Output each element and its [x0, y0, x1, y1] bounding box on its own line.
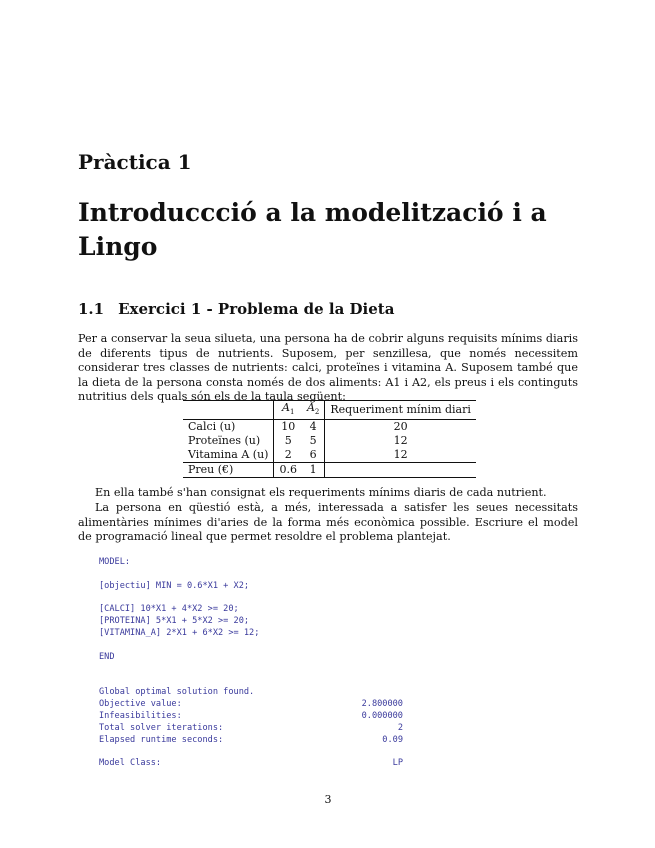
table-cell: 4	[309, 420, 317, 434]
section-number: 1.1	[78, 300, 105, 318]
table-cell: 5	[274, 434, 302, 448]
section-heading	[78, 300, 394, 318]
code-line: [CALCI] 10*X1 + 4*X2 >= 20;	[99, 604, 239, 614]
table-header-cell: Requeriment mínim diari	[325, 401, 476, 420]
output-label: Model Class:	[99, 758, 162, 768]
table-note-paragraph: En ella també s'han consignat els requeriments mínims diaris de cada nutrient.	[95, 486, 547, 499]
table-header-row	[183, 401, 476, 420]
output-label: Objective value:	[99, 699, 182, 709]
intro-paragraph: Per a conservar la seua silueta, una persona ha de cobrir alguns requisits mínims diaris de diferents tipus de nutrients. Suposem, per senzillesa, que només necessitem considerar tres classes de nutrients: calci, proteïnes i vitamina A. Suposem també que la dieta de la persona consta només de dos aliments: A1 i A2, els preus i els continguts nutritius dels quals són els de la taula següent:	[78, 332, 578, 404]
table-cell: Proteïnes (u)	[188, 434, 261, 448]
table-price-row	[183, 463, 476, 478]
table-header-cell: $A_1$	[274, 401, 302, 420]
solver-output-row	[99, 699, 403, 711]
table-row	[183, 448, 476, 463]
table-cell: 6	[309, 448, 317, 462]
code-line: [objectiu] MIN = 0.6*X1 + X2;	[99, 581, 250, 591]
output-value: 0.000000	[361, 711, 403, 721]
table-header-cell	[183, 401, 274, 420]
table-cell: 10	[274, 420, 302, 435]
solver-output-row	[99, 735, 403, 747]
table-cell: Calci (u)	[188, 420, 236, 434]
output-value: 2.800000	[361, 699, 403, 709]
table-cell: 1	[309, 463, 317, 477]
output-value: 2	[397, 723, 403, 733]
output-value: LP	[392, 758, 403, 768]
section-title: Exercici 1 - Problema de la Dieta	[118, 300, 395, 318]
code-line: MODEL:	[99, 557, 131, 567]
table-cell: 12	[325, 448, 476, 463]
output-value: 0.09	[382, 735, 403, 745]
code-line: END	[99, 652, 115, 662]
table-cell: 20	[325, 420, 476, 435]
chapter-title: Introduccció a la modelització i a Lingo	[78, 198, 547, 261]
solver-status: Global optimal solution found.	[99, 687, 255, 697]
task-paragraph: La persona en qüestió està, a més, interessada a satisfer les seues necessitats alimentàries mínimes di'aries de la forma més econòmica possible. Escriure el model de programació lineal que permet resoldre el problema plantejat.	[78, 501, 578, 544]
table-cell: Preu (€)	[188, 463, 234, 477]
table-header-cell: $A_2$	[306, 401, 320, 417]
nutrition-table	[183, 400, 476, 478]
code-line: [VITAMINA_A] 2*X1 + 6*X2 >= 12;	[99, 628, 260, 638]
table-cell: 0.6	[274, 463, 302, 478]
code-line: [PROTEINA] 5*X1 + 5*X2 >= 20;	[99, 616, 250, 626]
table-cell: 12	[325, 434, 476, 448]
table-cell: 5	[309, 434, 317, 448]
table-cell: Vitamina A (u)	[188, 448, 269, 462]
table-row	[183, 434, 476, 448]
output-label: Infeasibilities:	[99, 711, 182, 721]
table-row	[183, 420, 476, 435]
chapter-heading: Pràctica 1	[78, 150, 192, 174]
page-number: 3	[324, 793, 332, 806]
output-label: Elapsed runtime seconds:	[99, 735, 224, 745]
solver-output-row	[99, 758, 403, 770]
solver-output-row	[99, 711, 403, 723]
table-cell	[325, 463, 476, 478]
solver-output-row	[99, 723, 403, 735]
table-cell: 2	[274, 448, 302, 463]
output-label: Total solver iterations:	[99, 723, 224, 733]
